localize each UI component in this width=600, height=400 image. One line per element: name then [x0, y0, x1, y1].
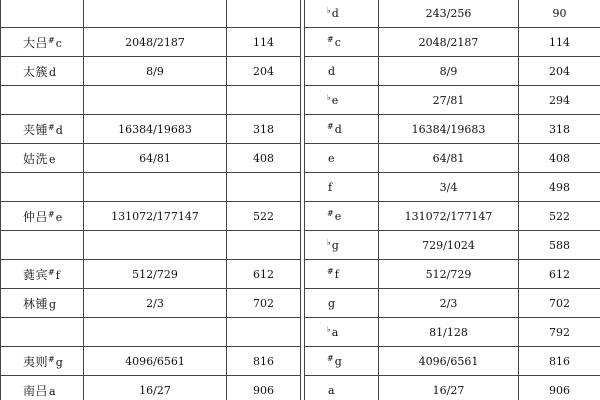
- note-letter: f: [334, 268, 339, 281]
- note-letter: c: [334, 36, 341, 49]
- left-ratio-cell: [84, 376, 227, 400]
- left-note-cell: [1, 376, 84, 400]
- right-cents-cell: [519, 260, 600, 289]
- left-note-cell: [1, 57, 84, 86]
- right-ratio-cell: [379, 260, 519, 289]
- note-letter: e: [49, 152, 56, 166]
- cents-value: 816: [253, 354, 274, 368]
- table-row: [1, 173, 600, 202]
- right-cents-cell: [519, 115, 600, 144]
- left-cents-cell: [227, 28, 301, 57]
- left-note-cell: [1, 86, 84, 115]
- ratio-value: 27/81: [432, 93, 465, 107]
- ratio-value: 2/3: [146, 296, 164, 310]
- right-ratio-cell: [379, 57, 519, 86]
- left-note-cell: [1, 318, 84, 347]
- note-letter: d: [55, 123, 63, 137]
- accidental-sign: #: [327, 209, 334, 218]
- table-row: [1, 57, 600, 86]
- left-note-cell: [1, 202, 84, 231]
- left-note-cell: [1, 115, 84, 144]
- left-cents-cell: [227, 376, 301, 400]
- ratio-value: 16/27: [432, 383, 465, 397]
- accidental-sign: #: [48, 354, 55, 364]
- right-ratio-cell: [379, 0, 519, 28]
- left-cents-cell: [227, 289, 301, 318]
- left-note-cell: [1, 347, 84, 376]
- right-cents-cell: [519, 57, 600, 86]
- ratio-value: 8/9: [146, 64, 164, 78]
- right-cents-cell: [519, 347, 600, 376]
- cents-value: 522: [549, 209, 570, 223]
- right-ratio-cell: [379, 318, 519, 347]
- left-ratio-cell: [84, 202, 227, 231]
- left-ratio-cell: [84, 115, 227, 144]
- note-letter: d: [331, 7, 339, 20]
- left-ratio-cell: [84, 86, 227, 115]
- lu-name: 南吕: [23, 383, 49, 398]
- lu-name: 大吕: [23, 35, 49, 50]
- right-note-cell: [305, 260, 379, 289]
- ratio-value: 2/3: [439, 296, 458, 310]
- note-letter: e: [331, 94, 339, 107]
- left-note-cell: [1, 173, 84, 202]
- note-letter: c: [55, 36, 62, 50]
- right-ratio-cell: [379, 144, 519, 173]
- right-cents-cell: [519, 289, 600, 318]
- table-row: [1, 115, 600, 144]
- left-ratio-cell: [84, 57, 227, 86]
- ratio-value: 4096/6561: [125, 354, 185, 368]
- left-ratio-cell: [84, 173, 227, 202]
- note-letter: d: [328, 65, 336, 78]
- left-cents-cell: [227, 57, 301, 86]
- cents-value: 408: [253, 151, 274, 165]
- ratio-value: 16384/19683: [118, 122, 192, 136]
- left-note-cell: [1, 144, 84, 173]
- note-letter: a: [328, 384, 335, 397]
- lu-name: 姑洗: [23, 151, 49, 166]
- note-letter: f: [55, 268, 60, 282]
- ratio-value: 64/81: [432, 151, 465, 165]
- right-note-cell: [305, 0, 379, 28]
- ratio-value: 512/729: [132, 267, 178, 281]
- left-ratio-cell: [84, 231, 227, 260]
- right-ratio-cell: [379, 376, 519, 400]
- left-cents-cell: [227, 260, 301, 289]
- cents-value: 204: [549, 64, 570, 78]
- accidental-sign: #: [48, 209, 55, 219]
- ratio-value: 729/1024: [422, 238, 475, 252]
- cents-value: 114: [253, 35, 274, 49]
- cents-value: 612: [253, 267, 274, 281]
- table-row: [1, 347, 600, 376]
- left-note-cell: [1, 231, 84, 260]
- right-cents-cell: [519, 28, 600, 57]
- right-ratio-cell: [379, 86, 519, 115]
- lu-name: 夷则: [23, 354, 49, 369]
- right-ratio-cell: [379, 347, 519, 376]
- table-row: [1, 318, 600, 347]
- right-note-cell: [305, 28, 379, 57]
- note-letter: d: [334, 123, 342, 136]
- right-ratio-cell: [379, 231, 519, 260]
- note-letter: f: [328, 181, 333, 194]
- accidental-sign: #: [48, 267, 55, 277]
- cents-value: 318: [549, 122, 570, 136]
- right-note-cell: [305, 231, 379, 260]
- note-letter: e: [334, 210, 342, 223]
- ratio-value: 243/256: [425, 6, 472, 20]
- right-cents-cell: [519, 144, 600, 173]
- left-note-cell: [1, 0, 84, 28]
- right-note-cell: [305, 86, 379, 115]
- right-cents-cell: [519, 0, 600, 28]
- cents-value: 408: [549, 151, 570, 165]
- ratio-value: 2048/2187: [125, 35, 185, 49]
- right-ratio-cell: [379, 202, 519, 231]
- note-letter: g: [55, 355, 63, 369]
- ratio-value: 16384/19683: [411, 122, 486, 136]
- right-ratio-cell: [379, 289, 519, 318]
- ratio-value: 81/128: [429, 325, 468, 339]
- ratio-value: 512/729: [425, 267, 472, 281]
- cents-value: 498: [549, 180, 570, 194]
- accidental-sign: #: [48, 35, 55, 45]
- table-row: [1, 376, 600, 400]
- note-letter: g: [334, 355, 342, 368]
- lu-name: 蕤宾: [23, 267, 49, 282]
- right-cents-cell: [519, 318, 600, 347]
- left-note-cell: [1, 28, 84, 57]
- left-ratio-cell: [84, 347, 227, 376]
- cents-value: 702: [549, 296, 570, 310]
- ratio-value: 2048/2187: [418, 35, 479, 49]
- accidental-sign: #: [327, 354, 334, 363]
- left-cents-cell: [227, 173, 301, 202]
- left-ratio-cell: [84, 289, 227, 318]
- right-cents-cell: [519, 202, 600, 231]
- accidental-sign: #: [327, 267, 334, 276]
- left-cents-cell: [227, 231, 301, 260]
- cents-value: 906: [549, 383, 570, 397]
- left-ratio-cell: [84, 318, 227, 347]
- right-note-cell: [305, 289, 379, 318]
- left-ratio-cell: [84, 260, 227, 289]
- note-letter: g: [328, 297, 336, 310]
- table-row: [1, 144, 600, 173]
- accidental-sign: ♭: [327, 238, 331, 247]
- ratio-value: 131072/177147: [404, 209, 493, 223]
- ratio-value: 64/81: [139, 151, 171, 165]
- left-cents-cell: [227, 202, 301, 231]
- cents-value: 90: [552, 6, 567, 20]
- ratio-value: 16/27: [139, 383, 171, 397]
- table-row: [1, 86, 600, 115]
- cents-value: 588: [549, 238, 570, 252]
- note-letter: a: [49, 384, 56, 398]
- right-ratio-cell: [379, 115, 519, 144]
- table-body: [1, 0, 600, 400]
- cents-value: 702: [253, 296, 274, 310]
- left-note-cell: [1, 289, 84, 318]
- right-cents-cell: [519, 376, 600, 400]
- accidental-sign: ♭: [327, 325, 331, 334]
- left-ratio-cell: [84, 144, 227, 173]
- ratio-value: 4096/6561: [418, 354, 479, 368]
- left-cents-cell: [227, 0, 301, 28]
- left-cents-cell: [227, 144, 301, 173]
- right-note-cell: [305, 347, 379, 376]
- table-row: [1, 289, 600, 318]
- right-note-cell: [305, 173, 379, 202]
- note-letter: e: [55, 210, 63, 224]
- note-letter: e: [328, 152, 335, 165]
- table-row: [1, 28, 600, 57]
- left-cents-cell: [227, 318, 301, 347]
- right-note-cell: [305, 57, 379, 86]
- table-row: [1, 202, 600, 231]
- right-note-cell: [305, 115, 379, 144]
- right-cents-cell: [519, 173, 600, 202]
- right-note-cell: [305, 202, 379, 231]
- accidental-sign: #: [327, 122, 334, 131]
- right-note-cell: [305, 144, 379, 173]
- lu-name: 林锺: [23, 296, 49, 311]
- cents-value: 816: [549, 354, 570, 368]
- cents-value: 294: [549, 93, 570, 107]
- cents-value: 906: [253, 383, 274, 397]
- cents-value: 792: [549, 325, 570, 339]
- ratio-value: 8/9: [439, 64, 458, 78]
- left-ratio-cell: [84, 0, 227, 28]
- right-ratio-cell: [379, 28, 519, 57]
- table-row: [1, 231, 600, 260]
- left-ratio-cell: [84, 28, 227, 57]
- note-letter: d: [49, 65, 57, 79]
- accidental-sign: ♭: [327, 6, 331, 15]
- left-cents-cell: [227, 115, 301, 144]
- left-cents-cell: [227, 347, 301, 376]
- accidental-sign: #: [327, 35, 334, 44]
- accidental-sign: #: [48, 122, 55, 132]
- right-note-cell: [305, 318, 379, 347]
- left-cents-cell: [227, 86, 301, 115]
- lu-name: 太簇: [23, 64, 49, 79]
- left-note-cell: [1, 260, 84, 289]
- note-letter: g: [49, 297, 57, 311]
- note-letter: a: [331, 326, 339, 339]
- cents-value: 522: [253, 209, 274, 223]
- cents-value: 204: [253, 64, 274, 78]
- cents-value: 318: [253, 122, 274, 136]
- accidental-sign: ♭: [327, 93, 331, 102]
- right-note-cell: [305, 376, 379, 400]
- note-letter: g: [331, 239, 339, 252]
- cents-value: 114: [549, 35, 570, 49]
- lu-name: 仲吕: [23, 209, 49, 224]
- lu-name: 夹锺: [23, 122, 49, 137]
- right-cents-cell: [519, 86, 600, 115]
- right-cents-cell: [519, 231, 600, 260]
- table-row: [1, 0, 600, 28]
- right-ratio-cell: [379, 173, 519, 202]
- cents-value: 612: [549, 267, 570, 281]
- table-row: [1, 260, 600, 289]
- ratio-value: 3/4: [439, 180, 458, 194]
- ratio-value: 131072/177147: [111, 209, 199, 223]
